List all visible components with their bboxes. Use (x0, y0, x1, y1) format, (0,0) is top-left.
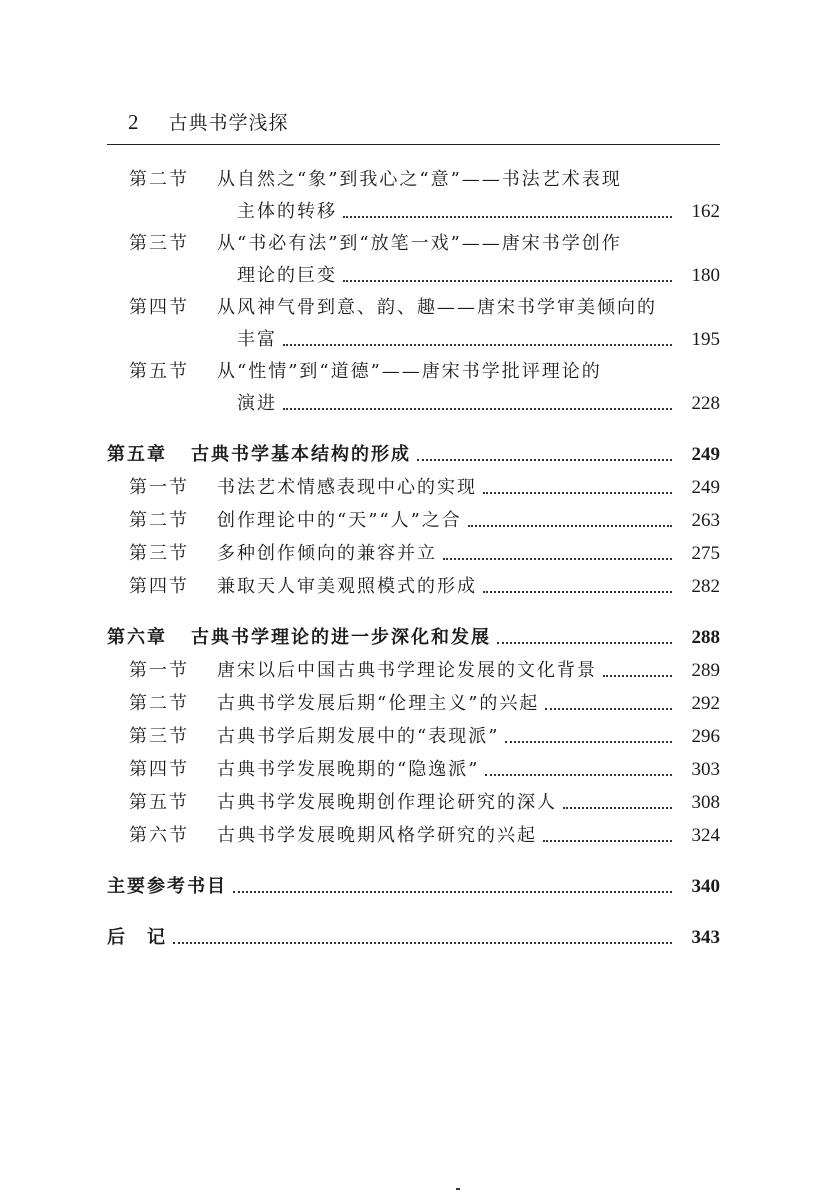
section-title: 从自然之“象”到我心之“意”——书法艺术表现 (217, 169, 622, 190)
dot-leader (545, 708, 672, 710)
page-ref: 324 (691, 825, 720, 846)
section-title: 书法艺术情感表现中心的实现 (217, 477, 477, 498)
page-ref: 308 (691, 792, 720, 813)
page-ref: 292 (691, 693, 720, 714)
page-ref: 296 (691, 726, 720, 747)
section-label: 第四节 (129, 576, 189, 597)
section-title: 古典书学后期发展中的“表现派” (217, 726, 500, 747)
page-ref: 162 (691, 201, 720, 222)
section-title-cont: 演进 (237, 393, 277, 414)
toc-entry-chapter-5[interactable] (107, 438, 720, 471)
page-ref: 275 (691, 543, 720, 564)
section-title: 古典书学发展晚期的“隐逸派” (217, 759, 480, 780)
chapter-title: 古典书学基本结构的形成 (191, 444, 411, 465)
page-ref: 180 (691, 265, 720, 286)
section-label: 第三节 (129, 726, 189, 747)
dot-leader (343, 280, 672, 282)
section-title: 古典书学发展晚期风格学研究的兴起 (217, 825, 537, 846)
dot-leader (563, 807, 672, 809)
page-ref: 303 (691, 759, 720, 780)
section-title: 从风神气骨到意、韵、趣——唐宋书学审美倾向的 (217, 297, 657, 318)
section-label: 第二节 (129, 510, 189, 531)
dot-leader (483, 591, 672, 593)
section-title: 兼取天人审美观照模式的形成 (217, 576, 477, 597)
section-title: 多种创作倾向的兼容并立 (217, 543, 437, 564)
dot-leader (173, 942, 672, 944)
toc-entry-section-3[interactable] (107, 228, 720, 292)
section-title-cont: 主体的转移 (237, 201, 337, 222)
section-label: 第三节 (129, 233, 189, 254)
chapter-title: 古典书学理论的进一步深化和发展 (191, 627, 491, 648)
dot-leader (483, 492, 672, 494)
page-number: 2 (128, 110, 140, 134)
chapter-label: 第六章 (107, 627, 167, 648)
toc-entry-ch6-section-3[interactable] (107, 720, 720, 753)
section-label: 第五节 (129, 792, 189, 813)
dot-leader (603, 675, 672, 677)
page-ref: 249 (691, 477, 720, 498)
section-label: 第四节 (129, 759, 189, 780)
toc-entry-ch6-section-2[interactable] (107, 687, 720, 720)
scan-mark (456, 1188, 460, 1190)
section-title: 创作理论中的“天”“人”之合 (217, 510, 462, 531)
dot-leader (443, 558, 672, 560)
section-label: 第二节 (129, 693, 189, 714)
section-label: 第一节 (129, 660, 189, 681)
page-ref: 343 (691, 927, 720, 948)
page-ref: 289 (691, 660, 720, 681)
page-ref: 228 (691, 393, 720, 414)
dot-leader (543, 840, 672, 842)
section-title: 古典书学发展后期“伦理主义”的兴起 (217, 693, 540, 714)
section-label: 第四节 (129, 297, 189, 318)
running-header (128, 108, 289, 135)
section-label: 第六节 (129, 825, 189, 846)
dot-leader (505, 741, 672, 743)
section-label: 第三节 (129, 543, 189, 564)
bibliography-title: 主要参考书目 (107, 876, 227, 897)
section-title-cont: 丰富 (237, 329, 277, 350)
toc-entry-ch5-section-2[interactable] (107, 504, 720, 537)
toc-entry-bibliography[interactable] (107, 870, 720, 903)
section-title: 从“性情”到“道德”——唐宋书学批评理论的 (217, 361, 602, 382)
toc-entry-ch5-section-4[interactable] (107, 570, 720, 603)
toc-entry-ch6-section-6[interactable] (107, 819, 720, 852)
section-title: 古典书学发展晚期创作理论研究的深人 (217, 792, 557, 813)
page-ref: 263 (691, 510, 720, 531)
page-ref: 195 (691, 329, 720, 350)
section-title-cont: 理论的巨变 (237, 265, 337, 286)
toc-entry-ch6-section-5[interactable] (107, 786, 720, 819)
toc-entry-chapter-6[interactable] (107, 621, 720, 654)
toc-entry-afterword[interactable] (107, 921, 720, 954)
page-ref: 282 (691, 576, 720, 597)
section-title: 从“书必有法”到“放笔一戏”——唐宋书学创作 (217, 233, 622, 254)
dot-leader (468, 525, 672, 527)
toc-entry-ch5-section-1[interactable] (107, 471, 720, 504)
toc-entry-section-2[interactable] (107, 164, 720, 228)
dot-leader (343, 216, 672, 218)
table-of-contents (107, 164, 720, 954)
dot-leader (417, 459, 672, 461)
page-ref: 340 (691, 876, 720, 897)
header-rule (107, 144, 720, 145)
page-ref: 249 (691, 444, 720, 465)
afterword-title: 后 记 (107, 927, 167, 948)
toc-entry-ch5-section-3[interactable] (107, 537, 720, 570)
dot-leader (283, 344, 672, 346)
section-title: 唐宋以后中国古典书学理论发展的文化背景 (217, 660, 597, 681)
toc-entry-section-4[interactable] (107, 292, 720, 356)
dot-leader (497, 642, 672, 644)
book-title: 古典书学浅探 (168, 112, 289, 134)
section-label: 第二节 (129, 169, 189, 190)
toc-entry-section-5[interactable] (107, 356, 720, 420)
toc-entry-ch6-section-1[interactable] (107, 654, 720, 687)
chapter-label: 第五章 (107, 444, 167, 465)
dot-leader (233, 891, 672, 893)
dot-leader (485, 774, 672, 776)
page-ref: 288 (691, 627, 720, 648)
section-label: 第五节 (129, 361, 189, 382)
dot-leader (283, 408, 672, 410)
toc-entry-ch6-section-4[interactable] (107, 753, 720, 786)
section-label: 第一节 (129, 477, 189, 498)
